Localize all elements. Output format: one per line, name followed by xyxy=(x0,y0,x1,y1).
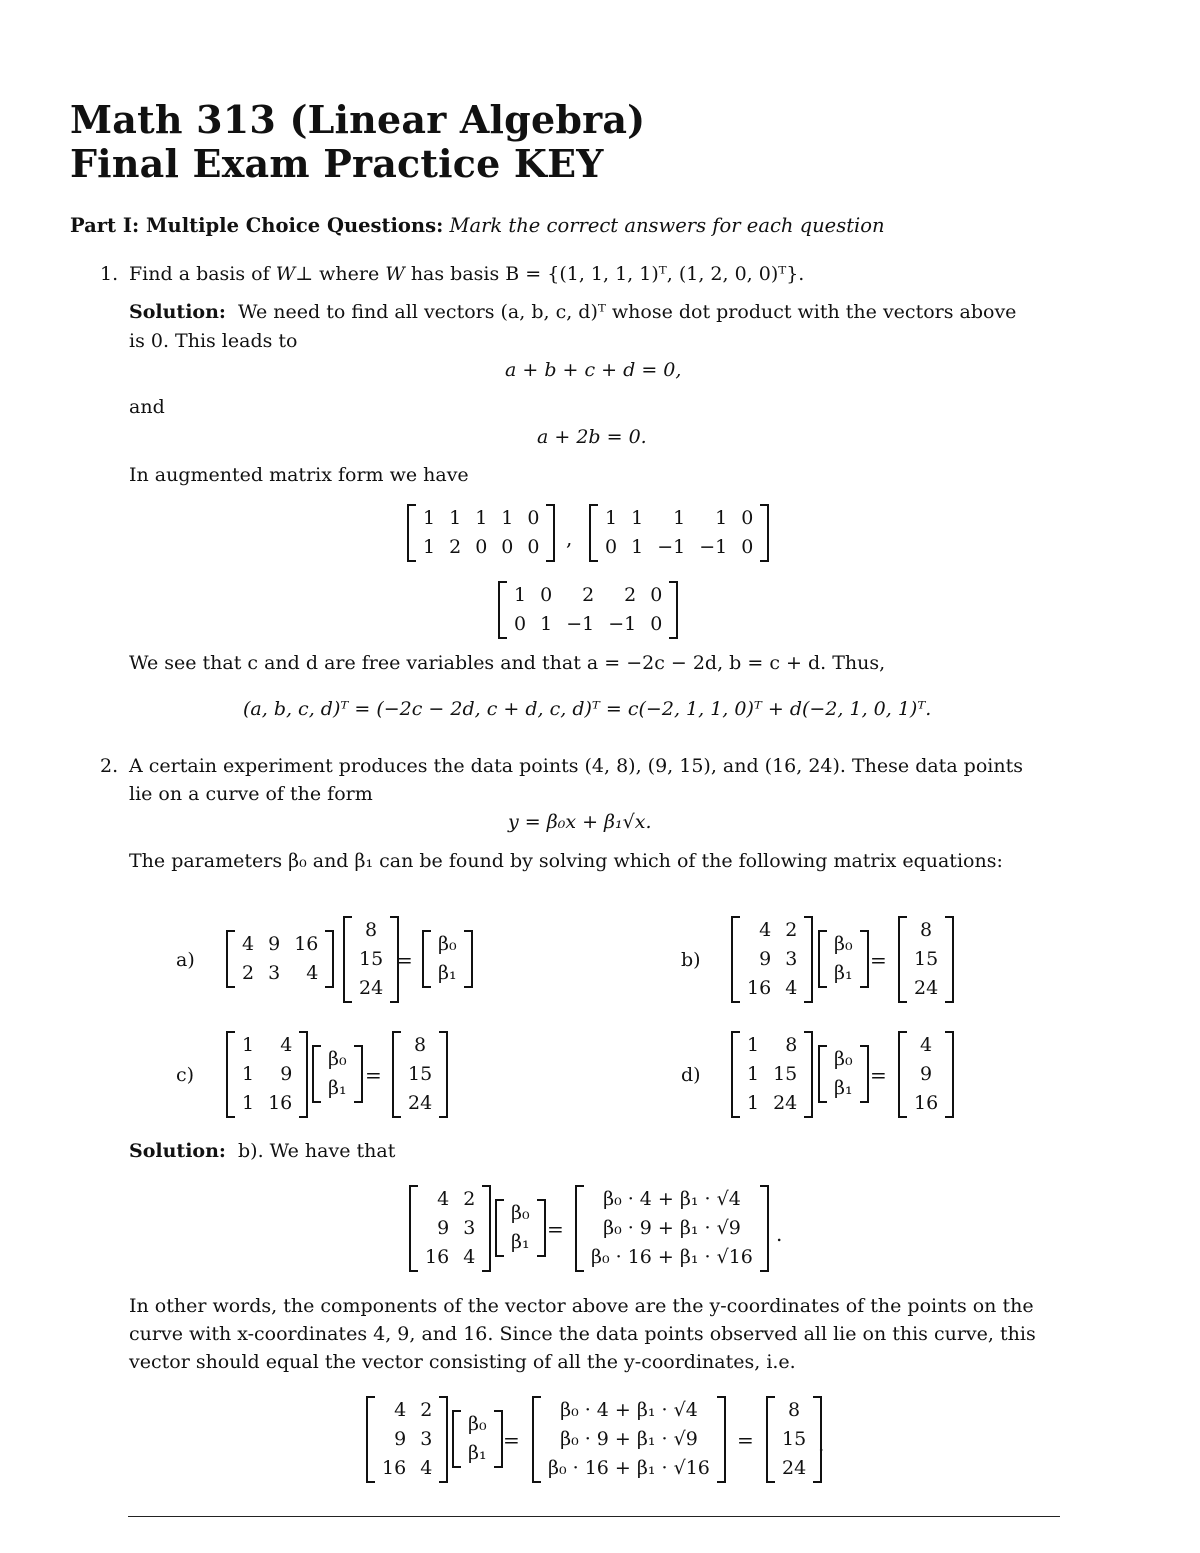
q1-matrix-a-cell: 2 xyxy=(449,536,462,558)
final-m1-cell: 9 xyxy=(394,1428,407,1450)
option-a-m3-cell: β₁ xyxy=(438,962,457,984)
q1-matrix-c-cell: 2 xyxy=(624,584,637,606)
solution-m1-cell: 4 xyxy=(463,1246,476,1268)
q1-matrix-a-left-bracket xyxy=(407,504,416,562)
option-b-m1-cell: 9 xyxy=(759,948,772,970)
final-beta xyxy=(452,1410,503,1468)
option-b-m2-cell: β₀ xyxy=(834,933,853,955)
q2-solution-text: b). We have that xyxy=(238,1140,396,1162)
option-d-m1-cell: 15 xyxy=(773,1063,798,1085)
q1-solution-line1 xyxy=(129,298,1016,326)
q2-explain-3: vector should equal the vector consisting of all the y-coordinates, i.e. xyxy=(129,1351,796,1373)
solution-m1-cell: 2 xyxy=(463,1188,476,1210)
final-period: . xyxy=(818,1432,825,1456)
option-d-m3-cell: 16 xyxy=(914,1092,939,1114)
q1-matrix-c-cell: 0 xyxy=(540,584,553,606)
option-a-vector xyxy=(343,916,399,1003)
option-d-m1-cell: 8 xyxy=(785,1034,798,1056)
option-d-m3-right-bracket xyxy=(945,1031,954,1118)
q1-equation-2: a + 2b = 0. xyxy=(537,426,647,448)
option-c-vector xyxy=(392,1031,448,1118)
option-b-m1-left-bracket xyxy=(731,916,740,1003)
option-c-m3-right-bracket xyxy=(439,1031,448,1118)
option-a-m1-cell: 16 xyxy=(294,933,319,955)
option-b-m1-right-bracket xyxy=(804,916,813,1003)
q2-number: 2. xyxy=(100,755,119,777)
final-m1-cell: 3 xyxy=(420,1428,433,1450)
option-c-label: c) xyxy=(176,1064,195,1086)
q2-solution-label: Solution: xyxy=(129,1140,226,1162)
option-d-m3-row xyxy=(907,1060,945,1089)
q1-mid: where xyxy=(313,263,386,285)
option-a-m1-cell: 9 xyxy=(268,933,281,955)
option-b-m1-cell: 3 xyxy=(785,948,798,970)
final-matrix xyxy=(366,1396,448,1483)
option-b-m3-row xyxy=(907,945,945,974)
solution-m1-cell: 4 xyxy=(437,1188,450,1210)
q2-curve: y = β₀x + β₁√x. xyxy=(508,811,652,833)
solution-m3-cell: β₀ · 16 + β₁ · √16 xyxy=(591,1246,753,1268)
q1-matrix-c-row xyxy=(507,610,669,639)
q1-matrix-b-row xyxy=(598,533,760,562)
option-c-m1-row xyxy=(235,1060,299,1089)
q1-solution-text1: We need to find all vectors (a, b, c, d)ᵀ whose dot product with the vectors above xyxy=(238,301,1017,323)
option-c-m3-row xyxy=(401,1089,439,1118)
q1-matrix-a-cell: 1 xyxy=(449,507,462,529)
q1-matrix-c-cell: −1 xyxy=(566,613,595,635)
q1-matrix-c-cell: 1 xyxy=(540,613,553,635)
q1-matrix-c-cell: 2 xyxy=(582,584,595,606)
option-b-m3-right-bracket xyxy=(945,916,954,1003)
option-a-beta xyxy=(422,930,473,988)
final-m4-row xyxy=(775,1425,813,1454)
solution-m3-right-bracket xyxy=(760,1185,769,1272)
option-b-equals: = xyxy=(870,948,887,972)
option-b-m3-cell: 8 xyxy=(920,919,933,941)
final-m1-cell: 2 xyxy=(420,1399,433,1421)
option-c-m3-cell: 15 xyxy=(408,1063,433,1085)
option-b-m3-cell: 24 xyxy=(914,977,939,999)
option-c-beta xyxy=(312,1045,363,1103)
option-c-matrix xyxy=(226,1031,308,1118)
option-d-m1-row xyxy=(740,1060,804,1089)
q1-augmented-intro: In augmented matrix form we have xyxy=(129,464,469,486)
solution-m3-row xyxy=(584,1185,760,1214)
q1-prefix: Find a basis of xyxy=(129,263,276,285)
option-b-m1-cell: 4 xyxy=(785,977,798,999)
option-b-m1-cell: 16 xyxy=(747,977,772,999)
q1-matrix-b-right-bracket xyxy=(760,504,769,562)
final-m2-row xyxy=(461,1410,494,1439)
final-m3-right-bracket xyxy=(717,1396,726,1483)
option-d-m3-cell: 4 xyxy=(920,1034,933,1056)
option-a-m3-left-bracket xyxy=(422,930,431,988)
solution-m3-left-bracket xyxy=(575,1185,584,1272)
solution-m2-row xyxy=(504,1228,537,1257)
option-d-m2-cell: β₀ xyxy=(834,1048,853,1070)
option-c-m1-cell: 1 xyxy=(242,1063,255,1085)
option-b-m2-row xyxy=(827,959,860,988)
option-d-m2-row xyxy=(827,1045,860,1074)
q2-explain-2: curve with x-coordinates 4, 9, and 16. Since the data points observed all lie on this curve, this xyxy=(129,1323,1036,1345)
q1-matrix-b-cell: 1 xyxy=(673,507,686,529)
option-c-m1-row xyxy=(235,1089,299,1118)
solution-m2-cell: β₀ xyxy=(511,1202,530,1224)
q1-equation-1: a + b + c + d = 0, xyxy=(505,359,682,381)
q1-matrix-b-left-bracket xyxy=(589,504,598,562)
option-b-m3-row xyxy=(907,916,945,945)
option-a-m1-row xyxy=(235,930,325,959)
q1-solution-label: Solution: xyxy=(129,301,226,323)
final-m2-cell: β₁ xyxy=(468,1442,487,1464)
option-a-m3-row xyxy=(431,930,464,959)
final-m2-right-bracket xyxy=(494,1410,503,1468)
solution-m1-row xyxy=(418,1185,482,1214)
q1-matrix-b-cell: 1 xyxy=(631,507,644,529)
option-d-beta xyxy=(818,1045,869,1103)
q1-matrix-a-cell: 1 xyxy=(423,507,436,529)
option-c-m3-cell: 24 xyxy=(408,1092,433,1114)
solution-m2-cell: β₁ xyxy=(511,1231,530,1253)
q1-matrix-a-cell: 1 xyxy=(475,507,488,529)
option-a-m2-row xyxy=(352,916,390,945)
final-m3-left-bracket xyxy=(532,1396,541,1483)
final-equals-1: = xyxy=(503,1428,520,1452)
final-m3-row xyxy=(541,1425,717,1454)
q1-solution-line2: is 0. This leads to xyxy=(129,330,298,352)
final-m3-row xyxy=(541,1396,717,1425)
solution-beta xyxy=(495,1199,546,1257)
solution-m3-cell: β₀ · 4 + β₁ · √4 xyxy=(603,1188,741,1210)
q1-matrix-c-cell: 1 xyxy=(514,584,527,606)
option-b-beta xyxy=(818,930,869,988)
option-c-m1-row xyxy=(235,1031,299,1060)
option-c-m1-cell: 9 xyxy=(280,1063,293,1085)
option-d-matrix xyxy=(731,1031,813,1118)
q2-text-3: The parameters β₀ and β₁ can be found by solving which of the following matrix equations: xyxy=(129,850,1003,872)
option-a-m2-cell: 15 xyxy=(359,948,384,970)
option-a-m1-right-bracket xyxy=(325,930,334,988)
option-b-vector xyxy=(898,916,954,1003)
option-c-m2-right-bracket xyxy=(354,1045,363,1103)
solution-m2-right-bracket xyxy=(537,1199,546,1257)
option-c-m3-row xyxy=(401,1060,439,1089)
option-d-m1-cell: 24 xyxy=(773,1092,798,1114)
title-line-1: Math 313 (Linear Algebra) xyxy=(70,97,646,142)
q1-matrix-a xyxy=(407,504,555,562)
option-b-m1-row xyxy=(740,974,804,1003)
option-b-m2-left-bracket xyxy=(818,930,827,988)
final-m3-cell: β₀ · 4 + β₁ · √4 xyxy=(560,1399,698,1421)
q2-explain-1: In other words, the components of the vector above are the y-coordinates of the points on the xyxy=(129,1295,1034,1317)
option-a-m2-row xyxy=(352,945,390,974)
option-a-m2-cell: 8 xyxy=(365,919,378,941)
q1-matrix-a-row xyxy=(416,533,546,562)
final-m3-cell: β₀ · 9 + β₁ · √9 xyxy=(560,1428,698,1450)
final-m2-cell: β₀ xyxy=(468,1413,487,1435)
q1-matrix-comma: , xyxy=(566,526,573,550)
q1-matrix-b-cell: 1 xyxy=(631,536,644,558)
solution-m2-row xyxy=(504,1199,537,1228)
q1-matrix-c-cell: −1 xyxy=(608,613,637,635)
option-b-m2-row xyxy=(827,930,860,959)
option-d-equals: = xyxy=(870,1063,887,1087)
option-a-m3-right-bracket xyxy=(464,930,473,988)
option-b-label: b) xyxy=(681,949,701,971)
q1-matrix-c-cell: 0 xyxy=(650,613,663,635)
footer-rule xyxy=(128,1516,1060,1517)
part-instruction: Mark the correct answers for each question xyxy=(449,214,885,237)
q1-matrix-b-cell: 1 xyxy=(605,507,618,529)
q1-matrix-c-cell: 0 xyxy=(514,613,527,635)
option-b-m1-cell: 2 xyxy=(785,919,798,941)
option-b-m2-cell: β₁ xyxy=(834,962,853,984)
option-b-matrix xyxy=(731,916,813,1003)
q1-matrix-c-left-bracket xyxy=(498,581,507,639)
solution-m1-cell: 16 xyxy=(425,1246,450,1268)
option-d-m1-cell: 1 xyxy=(747,1092,760,1114)
final-m1-row xyxy=(375,1425,439,1454)
option-b-m2-right-bracket xyxy=(860,930,869,988)
title-line-2: Final Exam Practice KEY xyxy=(70,141,604,186)
option-c-m2-cell: β₁ xyxy=(328,1077,347,1099)
option-a-m1-cell: 3 xyxy=(268,962,281,984)
option-c-m1-cell: 1 xyxy=(242,1034,255,1056)
option-d-m1-cell: 1 xyxy=(747,1034,760,1056)
final-m1-cell: 4 xyxy=(420,1457,433,1479)
option-d-m2-left-bracket xyxy=(818,1045,827,1103)
option-a-m3-row xyxy=(431,959,464,988)
option-a-m1-row xyxy=(235,959,325,988)
final-expression-vector xyxy=(532,1396,726,1483)
option-c-m3-left-bracket xyxy=(392,1031,401,1118)
option-a-m2-row xyxy=(352,974,390,1003)
q1-free-variables: We see that c and d are free variables and that a = −2c − 2d, b = c + d. Thus, xyxy=(129,652,886,674)
option-a-m1-cell: 4 xyxy=(306,962,319,984)
q1-matrix-a-cell: 0 xyxy=(527,507,540,529)
q1-matrix-c-row xyxy=(507,581,669,610)
q1-matrix-b-cell: 0 xyxy=(741,536,754,558)
final-m3-cell: β₀ · 16 + β₁ · √16 xyxy=(548,1457,710,1479)
option-d-m1-row xyxy=(740,1031,804,1060)
solution-matrix xyxy=(409,1185,491,1272)
option-b-m1-row xyxy=(740,945,804,974)
q1-matrix-a-cell: 1 xyxy=(423,536,436,558)
option-c-m3-cell: 8 xyxy=(414,1034,427,1056)
option-d-m1-left-bracket xyxy=(731,1031,740,1118)
q1-matrix-b xyxy=(589,504,769,562)
option-a-m3-cell: β₀ xyxy=(438,933,457,955)
option-c-m2-row xyxy=(321,1074,354,1103)
final-m1-cell: 16 xyxy=(382,1457,407,1479)
solution-m3-row xyxy=(584,1214,760,1243)
option-d-m2-right-bracket xyxy=(860,1045,869,1103)
option-c-m3-row xyxy=(401,1031,439,1060)
option-a-m1-left-bracket xyxy=(226,930,235,988)
final-m1-cell: 4 xyxy=(394,1399,407,1421)
option-a-m1-cell: 4 xyxy=(242,933,255,955)
final-equals-2: = xyxy=(737,1428,754,1452)
final-m4-cell: 24 xyxy=(782,1457,807,1479)
option-c-m1-left-bracket xyxy=(226,1031,235,1118)
option-a-m1-cell: 2 xyxy=(242,962,255,984)
q2-text-1: A certain experiment produces the data points (4, 8), (9, 15), and (16, 24). These data points xyxy=(129,755,1023,777)
final-m4-row xyxy=(775,1454,813,1483)
option-d-m1-row xyxy=(740,1089,804,1118)
q1-matrix-a-cell: 0 xyxy=(501,536,514,558)
q1-matrix-b-cell: 1 xyxy=(715,507,728,529)
option-c-m2-row xyxy=(321,1045,354,1074)
q1-final-equation: (a, b, c, d)ᵀ = (−2c − 2d, c + d, c, d)ᵀ = c(−2, 1, 1, 0)ᵀ + d(−2, 1, 0, 1)ᵀ. xyxy=(243,698,932,720)
final-rhs-vector xyxy=(766,1396,825,1483)
option-a-equals: = xyxy=(396,948,413,972)
solution-period: . xyxy=(776,1222,783,1246)
final-m1-left-bracket xyxy=(366,1396,375,1483)
part-heading xyxy=(70,212,885,240)
option-a-label: a) xyxy=(176,949,195,971)
solution-m3-row xyxy=(584,1243,760,1272)
final-m1-row xyxy=(375,1454,439,1483)
option-d-m1-cell: 1 xyxy=(747,1063,760,1085)
final-m4-cell: 8 xyxy=(788,1399,801,1421)
final-m1-right-bracket xyxy=(439,1396,448,1483)
option-c-m2-left-bracket xyxy=(312,1045,321,1103)
q1-matrix-a-right-bracket xyxy=(546,504,555,562)
q1-matrix-a-cell: 1 xyxy=(501,507,514,529)
option-c-m1-cell: 4 xyxy=(280,1034,293,1056)
final-m4-left-bracket xyxy=(766,1396,775,1483)
q1-matrix-b-cell: −1 xyxy=(699,536,728,558)
option-b-m3-cell: 15 xyxy=(914,948,939,970)
option-d-label: d) xyxy=(681,1064,701,1086)
q1-matrix-c-cell: 0 xyxy=(650,584,663,606)
q1-basis: B = {(1, 1, 1, 1)ᵀ, (1, 2, 0, 0)ᵀ}. xyxy=(505,263,805,285)
option-b-m3-row xyxy=(907,974,945,1003)
page-title xyxy=(70,98,645,186)
q1-matrix-a-cell: 0 xyxy=(475,536,488,558)
final-m2-row xyxy=(461,1439,494,1468)
option-d-vector xyxy=(898,1031,954,1118)
solution-m1-row xyxy=(418,1243,482,1272)
q1-matrix-c xyxy=(498,581,678,639)
solution-m1-left-bracket xyxy=(409,1185,418,1272)
part-heading-label: Part I: Multiple Choice Questions: xyxy=(70,214,444,237)
option-d-m3-left-bracket xyxy=(898,1031,907,1118)
q1-mid2: has basis xyxy=(404,263,506,285)
q1-matrix-a-row xyxy=(416,504,546,533)
option-c-m1-right-bracket xyxy=(299,1031,308,1118)
q1-question xyxy=(129,260,804,288)
option-a-m2-left-bracket xyxy=(343,916,352,1003)
option-b-m1-cell: 4 xyxy=(759,919,772,941)
q1-w: W xyxy=(385,263,405,285)
q2-solution-line xyxy=(129,1137,395,1165)
option-d-m3-cell: 9 xyxy=(920,1063,933,1085)
final-m4-cell: 15 xyxy=(782,1428,807,1450)
option-c-m1-cell: 1 xyxy=(242,1092,255,1114)
option-b-m1-row xyxy=(740,916,804,945)
final-m2-left-bracket xyxy=(452,1410,461,1468)
solution-m2-left-bracket xyxy=(495,1199,504,1257)
q1-matrix-b-cell: −1 xyxy=(657,536,686,558)
final-m3-row xyxy=(541,1454,717,1483)
final-m4-row xyxy=(775,1396,813,1425)
solution-m1-right-bracket xyxy=(482,1185,491,1272)
option-c-m2-cell: β₀ xyxy=(328,1048,347,1070)
option-d-m2-cell: β₁ xyxy=(834,1077,853,1099)
option-d-m3-row xyxy=(907,1031,945,1060)
option-d-m3-row xyxy=(907,1089,945,1118)
solution-expression-vector xyxy=(575,1185,769,1272)
solution-equals: = xyxy=(547,1217,564,1241)
q1-wperp: W⊥ xyxy=(275,263,314,285)
option-b-m3-left-bracket xyxy=(898,916,907,1003)
q1-matrix-a-cell: 0 xyxy=(527,536,540,558)
q1-matrix-c-right-bracket xyxy=(669,581,678,639)
q1-matrix-b-row xyxy=(598,504,760,533)
solution-m1-cell: 3 xyxy=(463,1217,476,1239)
option-c-m1-cell: 16 xyxy=(268,1092,293,1114)
option-c-equals: = xyxy=(365,1063,382,1087)
final-m1-row xyxy=(375,1396,439,1425)
solution-m1-cell: 9 xyxy=(437,1217,450,1239)
solution-m3-cell: β₀ · 9 + β₁ · √9 xyxy=(603,1217,741,1239)
option-d-m2-row xyxy=(827,1074,860,1103)
option-a-matrix xyxy=(226,930,334,988)
q1-and: and xyxy=(129,396,165,418)
q1-number: 1. xyxy=(100,263,119,285)
q2-text-2: lie on a curve of the form xyxy=(129,783,373,805)
q1-matrix-b-cell: 0 xyxy=(605,536,618,558)
option-d-m1-right-bracket xyxy=(804,1031,813,1118)
q1-matrix-b-cell: 0 xyxy=(741,507,754,529)
option-a-m2-cell: 24 xyxy=(359,977,384,999)
solution-m1-row xyxy=(418,1214,482,1243)
